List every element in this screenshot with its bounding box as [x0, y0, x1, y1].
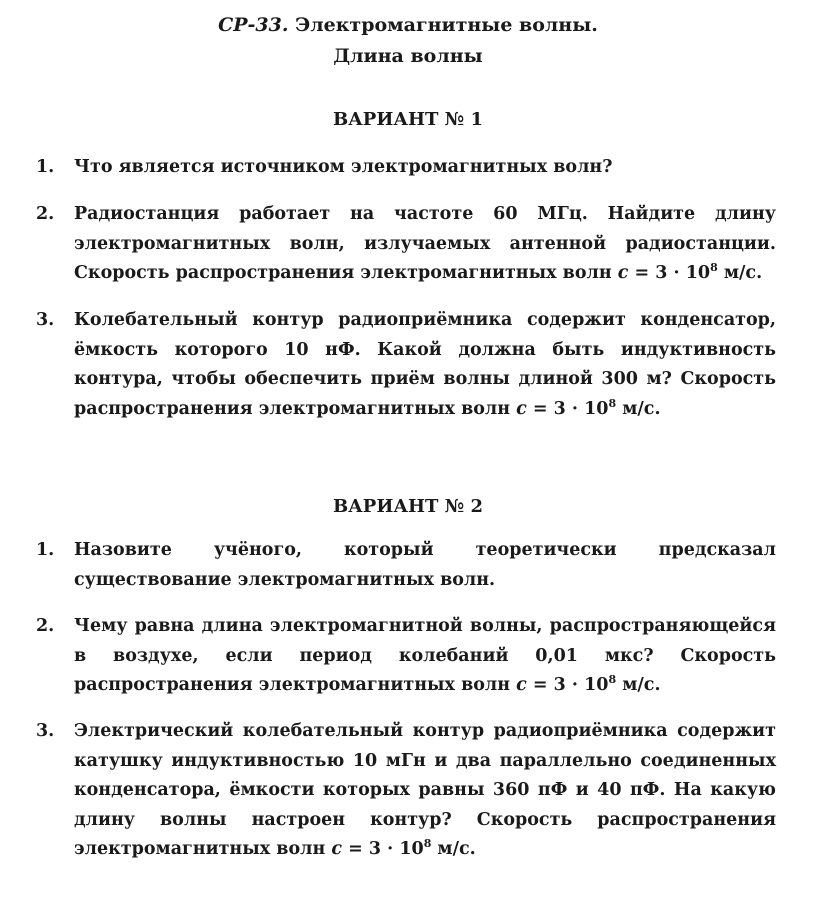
variant-2-question-3 — [36, 717, 776, 865]
question-text — [74, 612, 776, 701]
question-number: 3. — [36, 310, 55, 330]
question-number: 1. — [36, 540, 55, 560]
question-body: Электрический колебательный контур радиоприёмника содержит катушку индуктивностью 10 мГн и два параллельно соединенных конденсатора, ёмкости которых равны 360 пФ и 40 пФ. На какую длину волны настроен контур? Скорость распространения электромагнитных волн — [74, 721, 776, 859]
question-body: Радиостанция работает на частоте 60 МГц. Найдите длину электромагнитных волн, излучаемых антенной радиостанции. Скорость распространения электромагнитных волн — [74, 204, 776, 283]
question-text: Что является источником электромагнитных волн? — [74, 157, 613, 177]
formula-unit: м/с. — [616, 398, 661, 419]
variant-1-heading: ВАРИАНТ № 1 — [332, 109, 484, 130]
formula-exponent: 8 — [710, 261, 718, 275]
formula-variable: c — [617, 263, 629, 283]
question-text — [74, 200, 776, 289]
question-text: Назовите учёного, который теоретически предсказал существование электромагнитных волн. — [74, 540, 776, 590]
formula-variable: c — [516, 398, 527, 419]
worksheet-title — [0, 10, 816, 40]
formula-unit: м/с. — [616, 675, 661, 695]
question-number: 2. — [36, 204, 55, 224]
question-body: Колебательный контур радиоприёмника содержит конденсатор, ёмкость которого 10 нФ. Какой должна быть индуктивность контура, чтобы обеспечить приём волны длиной 300 м? Скорость распространения электромагнитных волн — [74, 310, 776, 419]
formula-exponent: 8 — [423, 837, 432, 851]
formula-variable: c — [516, 675, 527, 695]
formula-base: = 3 · 10 — [342, 839, 424, 859]
question-text — [74, 306, 776, 424]
variant-1-question-2 — [36, 200, 776, 289]
variant-2-question-2 — [36, 612, 776, 701]
worksheet-subtitle: Длина волны — [333, 45, 483, 67]
question-number: 3. — [36, 721, 55, 741]
formula-unit: м/с. — [431, 839, 476, 859]
formula-exponent: 8 — [608, 673, 617, 687]
formula-base: = 3 · 10 — [526, 398, 609, 419]
worksheet-code: СР-33. — [218, 14, 289, 36]
question-number: 2. — [36, 616, 55, 636]
formula-variable: c — [331, 839, 343, 859]
variant-2-question-1 — [36, 536, 776, 595]
formula-exponent: 8 — [608, 396, 617, 410]
formula-base: = 3 · 10 — [526, 675, 609, 695]
variant-1-question-3 — [36, 306, 776, 424]
formula-unit: м/с. — [717, 263, 763, 283]
variant-1-question-1 — [36, 153, 776, 183]
formula-base: = 3 · 10 — [628, 263, 711, 283]
worksheet-title-text: Электромагнитные волны. — [288, 14, 598, 36]
question-body: Чему равна длина электромагнитной волны, распространяющейся в воздухе, если период колебаний 0,01 мкс? Скорость распространения электромагнитных волн — [74, 616, 776, 695]
variant-2-heading: ВАРИАНТ № 2 — [332, 496, 484, 517]
question-number: 1. — [36, 157, 55, 177]
question-text — [74, 717, 776, 865]
